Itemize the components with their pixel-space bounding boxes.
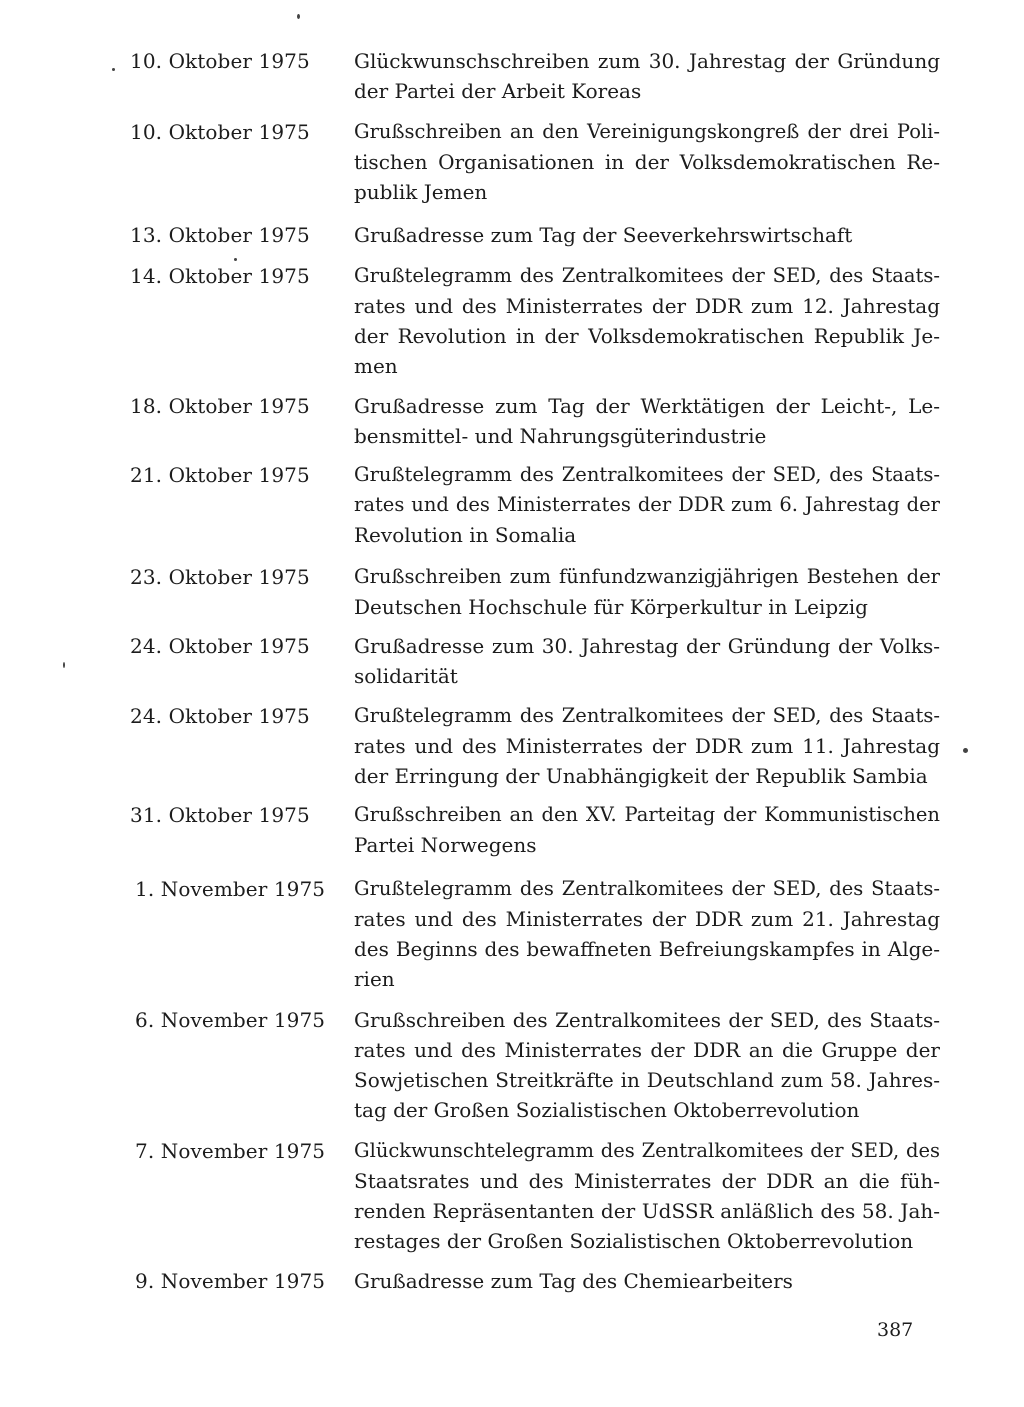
entry-date: 24. Oktober 1975 <box>130 704 310 728</box>
entry-text <box>354 1136 940 1256</box>
entry-date: 10. Oktober 1975 <box>130 120 310 144</box>
entry-text <box>354 261 940 381</box>
entry-text-line: Staatsrates und des Ministerrates der DDR an die füh- <box>354 1169 940 1193</box>
page-number: 387 <box>877 1319 914 1341</box>
entry-text-line: Partei Norwegens <box>354 833 537 857</box>
entry-text-line: tischen Organisationen in der Volksdemokratischen Re- <box>354 150 940 174</box>
entry-text-line: Glückwunschtelegramm des Zentralkomitees der SED, des <box>354 1139 940 1162</box>
entry-text <box>354 460 940 550</box>
entry-text-line: rates und des Ministerrates der DDR zum 12. Jahrestag <box>354 294 940 318</box>
entry-text-line: restages der Großen Sozialistischen Oktoberrevolution <box>354 1229 914 1253</box>
scan-speck <box>963 748 968 753</box>
entry-text-line: Grußadresse zum Tag des Chemiearbeiters <box>354 1269 793 1293</box>
entry-date: 18. Oktober 1975 <box>130 394 310 418</box>
scan-speck <box>63 662 65 668</box>
entry-text <box>354 220 940 250</box>
entry-text-line: Grußtelegramm des Zentralkomitees der SED, des Staats- <box>354 264 940 287</box>
entry-text-line: Grußtelegramm des Zentralkomitees der SED, des Staats- <box>354 877 940 900</box>
entry-text-line: des Beginns des bewaffneten Befreiungskampfes in Alge- <box>354 937 940 961</box>
entry-date: 21. Oktober 1975 <box>130 463 310 487</box>
entry-text <box>354 1266 940 1296</box>
entry-text-line: publik Jemen <box>354 180 488 204</box>
entry-text-line: rates und des Ministerrates der DDR an die Gruppe der <box>354 1038 940 1062</box>
entry-date: 23. Oktober 1975 <box>130 565 310 589</box>
entry-text-line: Grußschreiben an den Vereinigungskongreß der drei Poli- <box>354 120 940 143</box>
entry-text <box>354 874 940 994</box>
entry-text-line: rates und des Ministerrates der DDR zum 11. Jahrestag <box>354 734 940 758</box>
entry-date: 31. Oktober 1975 <box>130 803 310 827</box>
entry-text-line: rien <box>354 967 395 991</box>
entry-date: 6. November 1975 <box>135 1008 326 1032</box>
entry-text <box>354 1005 940 1125</box>
entry-text-line: Grußadresse zum Tag der Werktätigen der Leicht-, Le- <box>354 394 940 418</box>
entry-text-line: Grußtelegramm des Zentralkomitees der SED, des Staats- <box>354 704 940 727</box>
entry-date: 10. Oktober 1975 <box>130 49 310 73</box>
entry-text <box>354 391 940 451</box>
entry-text <box>354 631 940 691</box>
entry-text-line: renden Repräsentanten der UdSSR anläßlich des 58. Jah- <box>354 1199 940 1223</box>
entry-text-line: Grußadresse zum Tag der Seeverkehrswirtschaft <box>354 223 853 247</box>
entry-text-line: der Revolution in der Volksdemokratischen Republik Je- <box>354 324 940 348</box>
entry-text-line: Revolution in Somalia <box>354 523 577 547</box>
entry-text <box>354 46 940 106</box>
entry-text-line: Grußschreiben des Zentralkomitees der SED, des Staats- <box>354 1008 940 1032</box>
entry-date: 24. Oktober 1975 <box>130 634 310 658</box>
entry-date: 1. November 1975 <box>135 877 326 901</box>
entry-text <box>354 800 940 860</box>
entry-text-line: solidarität <box>354 664 458 688</box>
entry-text-line: Grußschreiben an den XV. Parteitag der Kommunistischen <box>354 803 940 826</box>
entry-date: 14. Oktober 1975 <box>130 264 310 288</box>
entry-text-line: men <box>354 354 398 378</box>
entry-text-line: Sowjetischen Streitkräfte in Deutschland zum 58. Jahres- <box>354 1068 940 1092</box>
entry-date: 9. November 1975 <box>135 1269 326 1293</box>
entry-text-line: der Erringung der Unabhängigkeit der Republik Sambia <box>354 764 928 788</box>
scan-speck <box>297 14 300 19</box>
entry-text-line: Grußtelegramm des Zentralkomitees der SED, des Staats- <box>354 463 940 486</box>
entry-text-line: Grußschreiben zum fünfundzwanzigjährigen Bestehen der <box>354 565 940 588</box>
entry-text-line: bensmittel- und Nahrungsgüterindustrie <box>354 424 767 448</box>
scan-speck <box>112 68 115 71</box>
entry-text-line: rates und des Ministerrates der DDR zum 6. Jahrestag der <box>354 493 940 516</box>
entry-text-line: der Partei der Arbeit Koreas <box>354 79 642 103</box>
entry-date: 7. November 1975 <box>135 1139 326 1163</box>
entry-text-line: Grußadresse zum 30. Jahrestag der Gründung der Volks- <box>354 634 940 658</box>
entry-text <box>354 562 940 622</box>
entry-text-line: Deutschen Hochschule für Körperkultur in Leipzig <box>354 595 868 619</box>
entry-text-line: Glückwunschschreiben zum 30. Jahrestag der Gründung <box>354 49 940 73</box>
entry-text-line: tag der Großen Sozialistischen Oktoberrevolution <box>354 1098 860 1122</box>
entry-text <box>354 701 940 791</box>
entry-date: 13. Oktober 1975 <box>130 223 310 247</box>
entry-text <box>354 117 940 207</box>
entry-text-line: rates und des Ministerrates der DDR zum 21. Jahrestag <box>354 907 940 931</box>
